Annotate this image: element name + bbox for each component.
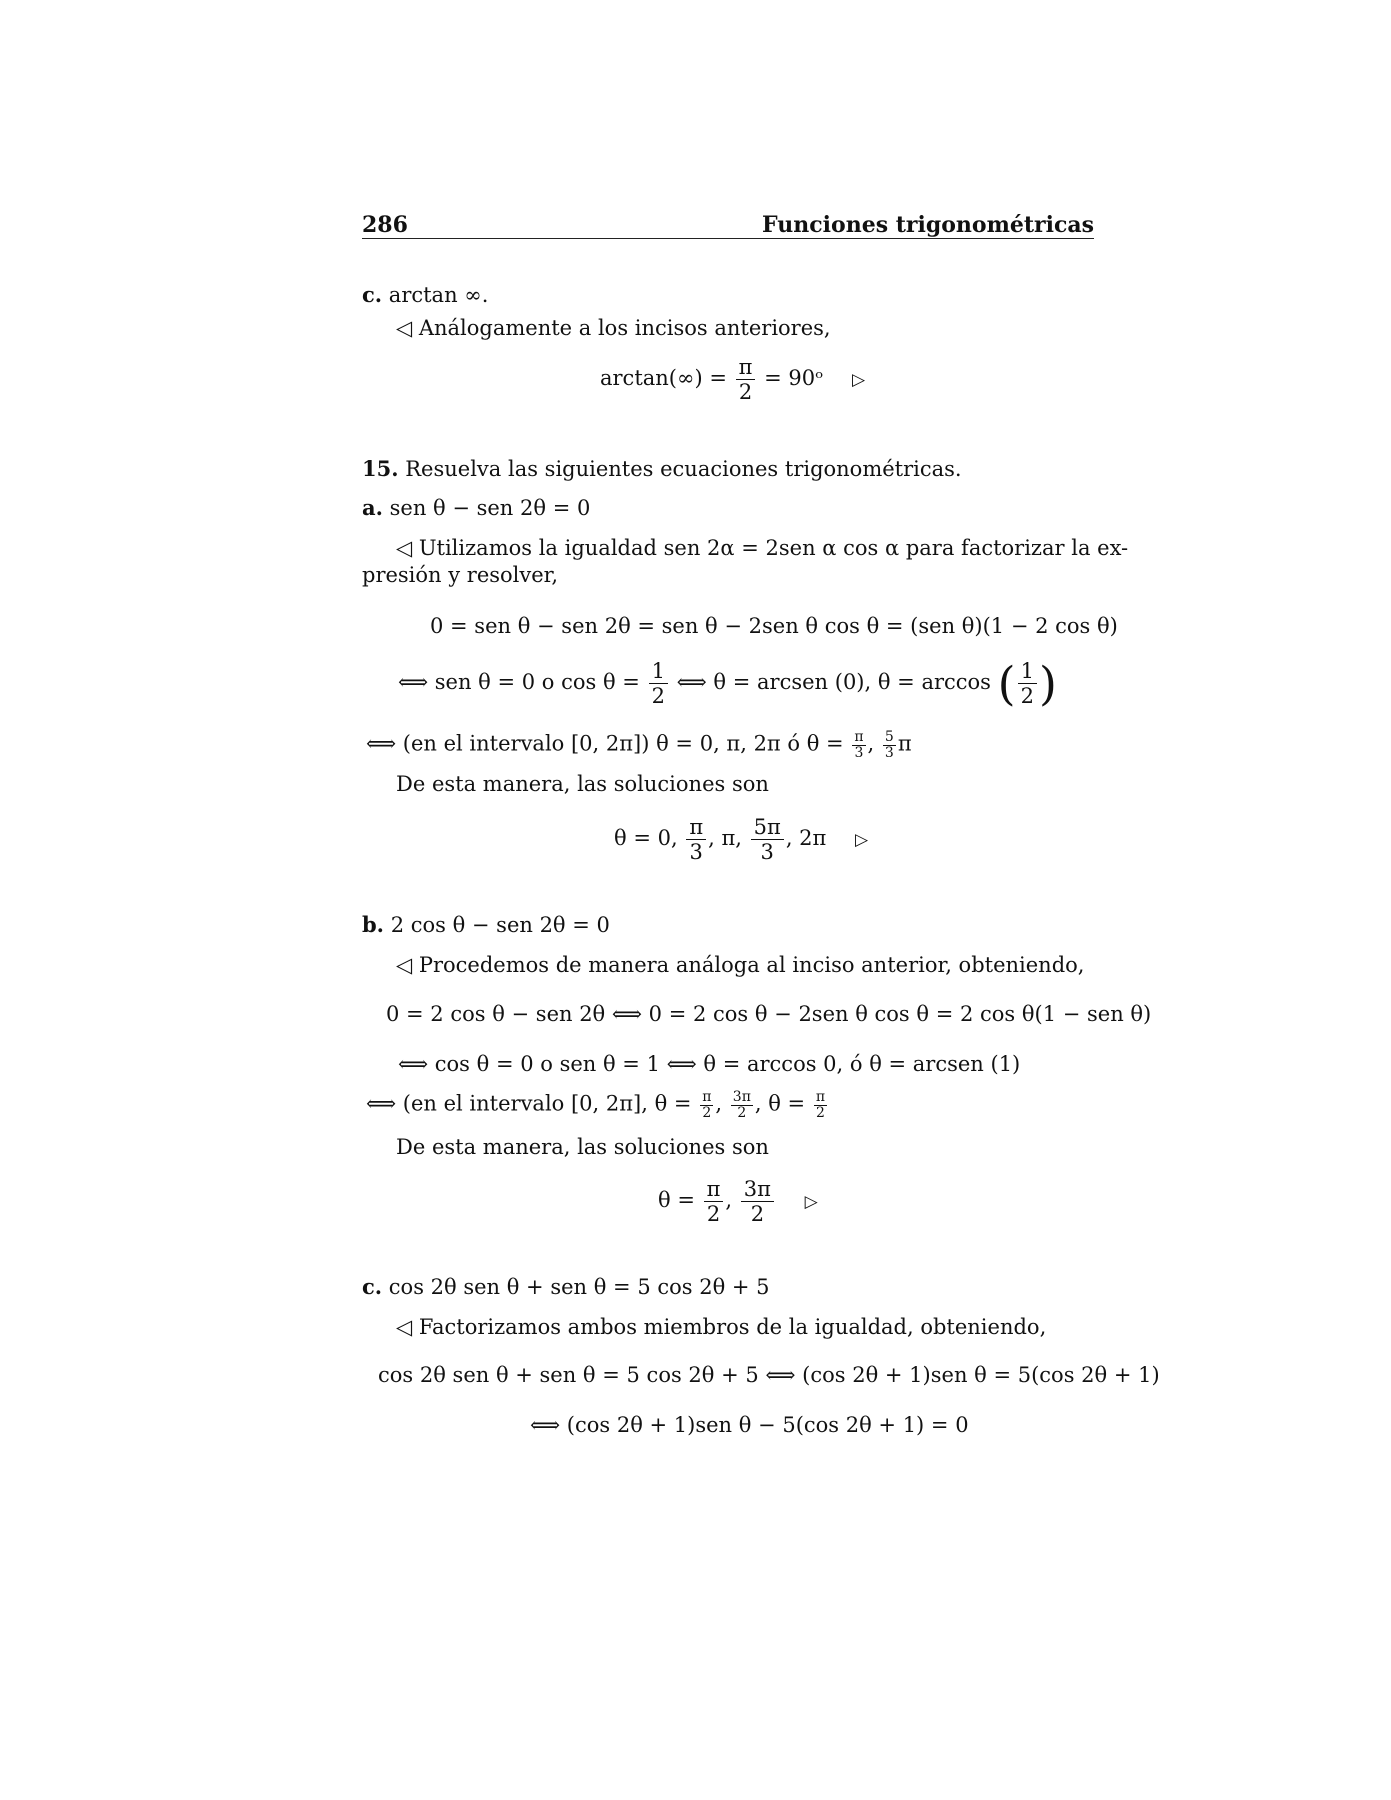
item-equation: 2 cos θ − sen 2θ = 0 <box>390 913 610 937</box>
sol-rhs: , 2π <box>785 826 827 851</box>
b-solution-intro: De esta manera, las soluciones son <box>396 1135 769 1159</box>
comma: , <box>867 731 875 756</box>
fraction: $\frac{1}{2}$ <box>1018 660 1037 707</box>
item-a <box>362 497 590 519</box>
problem-15 <box>362 458 962 480</box>
paren-open: ( <box>997 656 1016 711</box>
a-solution-intro: De esta manera, las soluciones son <box>396 772 769 796</box>
eq3-part-a: ⟺ (en el intervalo [0, 2π], θ = <box>366 1091 692 1116</box>
comma: , <box>725 1188 733 1213</box>
sol-lhs: θ = <box>658 1188 695 1213</box>
b-eq1: 0 = 2 cos θ − sen 2θ ⟺ 0 = 2 cos θ − 2sen θ cos θ = 2 cos θ(1 − sen θ) <box>386 1002 1152 1026</box>
fraction: $\frac{5\pi}{3}$ <box>751 816 784 863</box>
item-c <box>362 1276 770 1298</box>
b-intro: ◁ Procedemos de manera análoga al inciso anterior, obteniendo, <box>396 953 1085 977</box>
header-rule <box>362 238 1094 239</box>
eq-rhs: = 90ᵒ <box>764 366 824 391</box>
running-title: Funciones trigonométricas <box>762 212 1094 238</box>
item-label: a. <box>362 495 383 520</box>
item-label: c. <box>362 282 383 307</box>
sol-lhs: θ = 0, <box>614 826 678 851</box>
c-eq1: cos 2θ sen θ + sen θ = 5 cos 2θ + 5 ⟺ (cos 2θ + 1)sen θ = 5(cos 2θ + 1) <box>378 1363 1160 1387</box>
item-equation: cos 2θ sen θ + sen θ = 5 cos 2θ + 5 <box>388 1275 770 1299</box>
item-equation: sen θ − sen 2θ = 0 <box>389 496 591 520</box>
fraction: $\frac{\pi}{2}$ <box>704 1178 724 1225</box>
item-text: arctan ∞. <box>388 283 489 307</box>
eq2-part-b: ⟺ θ = arcsen (0), θ = arccos <box>676 670 991 695</box>
eq-lhs: arctan(∞) = <box>600 366 727 391</box>
end-mark: ▷ <box>804 1192 818 1213</box>
fraction: $\frac{\pi}{2}$ <box>736 356 756 403</box>
item-c-arctan <box>362 284 488 306</box>
fraction: $\frac{5}{3}$ <box>884 729 894 761</box>
paren-close: ) <box>1038 656 1057 711</box>
problem-number: 15. <box>362 456 399 481</box>
a-eq1: 0 = sen θ − sen 2θ = sen θ − 2sen θ cos θ = (sen θ)(1 − 2 cos θ) <box>430 614 1118 638</box>
a-eq2 <box>398 656 1057 711</box>
fraction: $\frac{3\pi}{2}$ <box>741 1178 774 1225</box>
a-intro-line1: ◁ Utilizamos la igualdad sen 2α = 2sen α cos α para factorizar la ex- <box>396 536 1129 560</box>
end-mark: ▷ <box>855 830 869 851</box>
eq2-part-a: ⟺ sen θ = 0 o cos θ = <box>398 670 640 695</box>
a-eq3 <box>366 730 912 760</box>
item-label: c. <box>362 1274 383 1299</box>
fraction: $\frac{\pi}{3}$ <box>854 729 864 761</box>
fraction: $\frac{3\pi}{2}$ <box>732 1089 751 1121</box>
fraction: $\frac{\pi}{3}$ <box>686 816 706 863</box>
b-solution <box>658 1178 818 1225</box>
eq3-part-b: , θ = <box>754 1091 806 1116</box>
end-mark: ▷ <box>851 370 866 391</box>
fraction: $\frac{\pi}{2}$ <box>702 1089 712 1121</box>
arctan-equation <box>600 356 865 403</box>
arctan-intro: ◁ Análogamente a los incisos anteriores, <box>396 316 831 340</box>
page-number: 286 <box>362 212 408 238</box>
b-eq3 <box>366 1090 829 1120</box>
eq3-part-b: π <box>897 731 912 756</box>
item-label: b. <box>362 912 384 937</box>
problem-statement: Resuelva las siguientes ecuaciones trigonométricas. <box>405 457 962 481</box>
c-intro: ◁ Factorizamos ambos miembros de la igualdad, obteniendo, <box>396 1315 1047 1339</box>
comma: , <box>715 1091 723 1116</box>
a-solution <box>614 816 868 863</box>
fraction: $\frac{1}{2}$ <box>649 660 668 707</box>
sol-mid: , π, <box>708 826 742 851</box>
fraction: $\frac{\pi}{2}$ <box>815 1089 826 1121</box>
a-intro-line2: presión y resolver, <box>362 563 559 587</box>
b-eq2: ⟺ cos θ = 0 o sen θ = 1 ⟺ θ = arccos 0, ó θ = arcsen (1) <box>398 1052 1021 1076</box>
c-eq2: ⟺ (cos 2θ + 1)sen θ − 5(cos 2θ + 1) = 0 <box>530 1413 969 1437</box>
eq3-part-a: ⟺ (en el intervalo [0, 2π]) θ = 0, π, 2π ó θ = <box>366 731 844 756</box>
item-b <box>362 914 610 936</box>
